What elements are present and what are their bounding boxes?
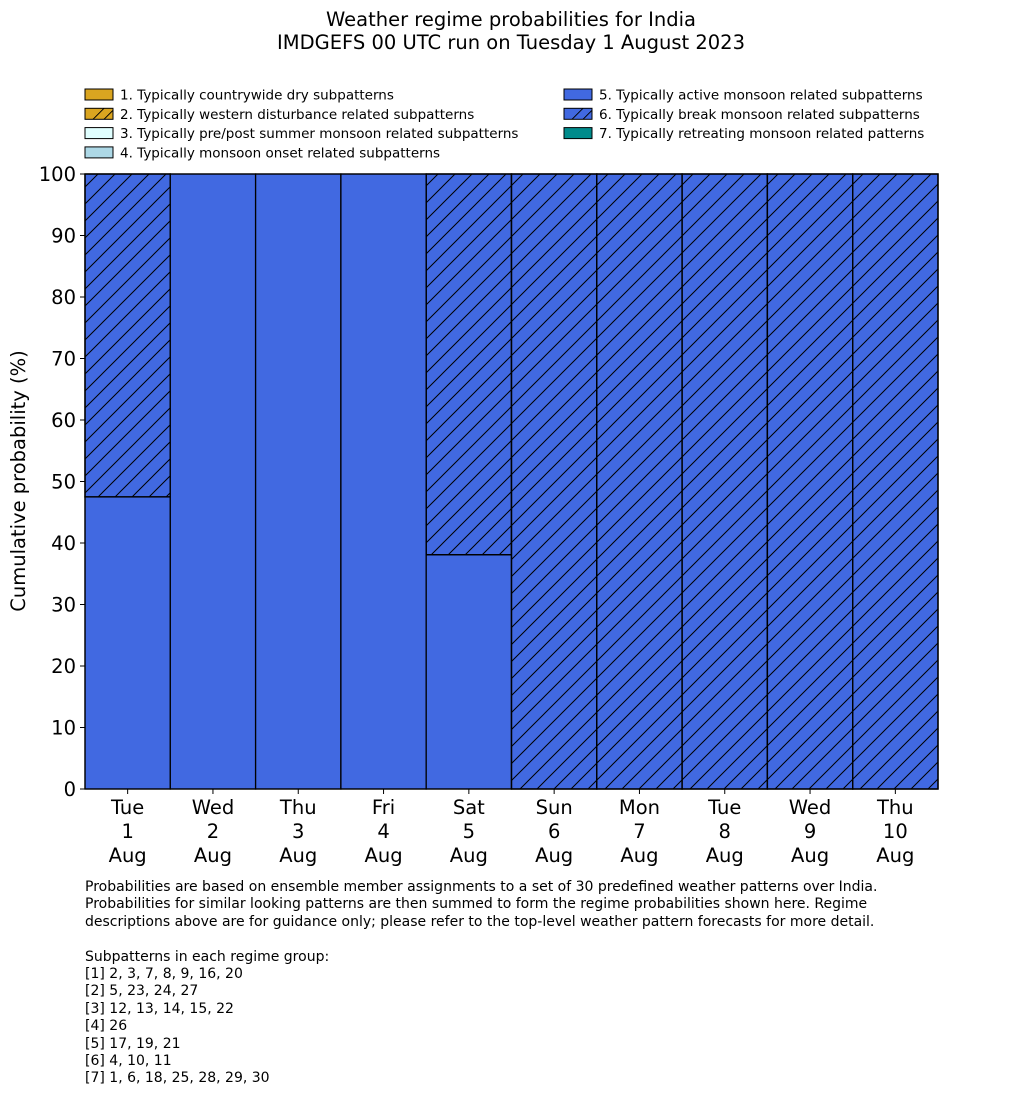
x-tick-label: Sun 6 Aug [535, 796, 574, 867]
notes-line: Probabilities for similar looking patterns are then summed to form the regime probabilities shown here. Regime [85, 896, 868, 913]
legend-label: 7. Typically retreating monsoon related patterns [599, 126, 925, 143]
x-tick-label: Wed 9 Aug [788, 796, 832, 867]
bar-segment [256, 174, 341, 789]
regime-groups-list [85, 966, 985, 1088]
x-tick-label: Thu 3 Aug [279, 796, 318, 867]
bar-segment [170, 174, 255, 789]
bar-segment-hatch [853, 174, 938, 789]
legend-entry [85, 107, 474, 123]
bar-segment-hatch [85, 174, 170, 497]
legend-entry [85, 126, 518, 142]
bar-segment [426, 555, 511, 789]
bar-segment-hatch [512, 174, 597, 789]
y-tick-label: 70 [51, 347, 76, 371]
legend-label: 6. Typically break monsoon related subpatterns [599, 106, 920, 123]
bar-segment-hatch [767, 174, 852, 789]
bar-segment [341, 174, 426, 789]
legend-entry [564, 107, 920, 123]
bar-segment-hatch [597, 174, 682, 789]
notes-line: Probabilities are based on ensemble member assignments to a set of 30 predefined weather patterns over India. [85, 879, 878, 895]
legend-label: 3. Typically pre/post summer monsoon related subpatterns [120, 126, 519, 143]
chart-subtitle: IMDGEFS 00 UTC run on Tuesday 1 August 2023 [277, 31, 745, 54]
regime-group-line: [3] 12, 13, 14, 15, 22 [85, 1000, 234, 1017]
x-tick-label: Sat 5 Aug [449, 796, 488, 867]
x-tick-label: Wed 2 Aug [191, 796, 235, 867]
legend-entry [564, 88, 923, 104]
chart-legend [85, 88, 924, 162]
y-tick-label: 90 [51, 224, 76, 248]
bar-segment-hatch [682, 174, 767, 789]
regime-group-line: [7] 1, 6, 18, 25, 28, 29, 30 [85, 1070, 270, 1087]
legend-swatch [85, 89, 113, 100]
legend-entry [85, 145, 440, 161]
y-tick-label: 30 [51, 593, 76, 617]
legend-swatch [564, 128, 592, 139]
y-axis-label: Cumulative probability (%) [7, 350, 30, 612]
regime-group-line: [2] 5, 23, 24, 27 [85, 983, 199, 1000]
chart-notes [85, 879, 985, 1088]
y-tick-label: 80 [51, 286, 76, 309]
y-tick-label: 10 [51, 716, 76, 740]
legend-entry [564, 126, 924, 142]
y-tick-label: 0 [63, 778, 76, 801]
legend-swatch [85, 147, 113, 158]
legend-label: 4. Typically monsoon onset related subpatterns [120, 145, 441, 162]
x-tick-label: Thu 10 Aug [876, 796, 915, 867]
y-tick-label: 50 [51, 470, 76, 494]
regime-group-line: [4] 26 [85, 1018, 128, 1035]
legend-entry [85, 88, 394, 104]
regime-group-line: [1] 2, 3, 7, 8, 9, 16, 20 [85, 966, 243, 983]
chart-title: Weather regime probabilities for India [325, 8, 697, 31]
bars-group [85, 174, 938, 789]
x-tick-label: Tue 8 Aug [705, 796, 744, 867]
legend-label: 2. Typically western disturbance related subpatterns [120, 106, 475, 123]
regime-group-line: [5] 17, 19, 21 [85, 1035, 181, 1052]
notes-paragraph [85, 879, 985, 931]
y-tick-label: 100 [38, 163, 76, 186]
bar-segment [85, 497, 170, 789]
y-tick-label: 60 [51, 409, 76, 432]
legend-swatch [85, 128, 113, 139]
legend-swatch [564, 89, 592, 100]
regime-group-line: [6] 4, 10, 11 [85, 1053, 172, 1070]
legend-label: 1. Typically countrywide dry subpatterns [120, 87, 394, 104]
legend-label: 5. Typically active monsoon related subpatterns [599, 87, 923, 104]
bar-segment-hatch [426, 174, 511, 555]
y-tick-label: 20 [51, 655, 76, 678]
x-tick-label: Mon 7 Aug [618, 796, 661, 867]
x-tick-label: Fri 4 Aug [364, 796, 403, 867]
notes-line: descriptions above are for guidance only; please refer to the top-level weather pattern forecasts for more detail. [85, 913, 875, 930]
groups-heading: Subpatterns in each regime group: [85, 948, 330, 965]
x-tick-label: Tue 1 Aug [108, 796, 147, 867]
y-tick-label: 40 [51, 532, 76, 555]
